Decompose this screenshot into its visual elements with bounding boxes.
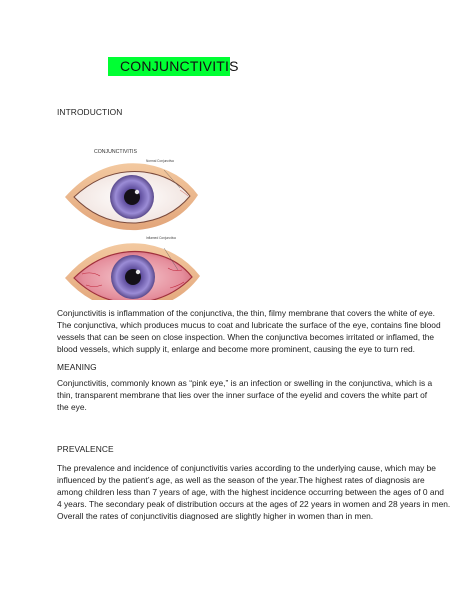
paragraph-line: The conjunctiva, which produces mucus to coat and lubricate the surface of the eye, contains fine blood	[57, 320, 441, 330]
eye-illustration	[60, 140, 220, 300]
heading-meaning: MEANING	[57, 362, 97, 372]
figure-title: CONJUNCTIVITIS	[94, 149, 137, 155]
paragraph-line: blood vessels, which supply it, enlarge and become more prominent, causing the eye to turn red.	[57, 344, 415, 354]
paragraph-line: Conjunctivitis, commonly known as “pink eye,” is an infection or swelling in the conjunctiva, which is a	[57, 378, 433, 388]
label-normal-conjunctiva: Normal Conjunctiva	[146, 159, 174, 163]
paragraph-line: Conjunctivitis is inflammation of the conjunctiva, the thin, filmy membrane that covers the white of eye.	[57, 308, 435, 318]
introduction-paragraph	[57, 307, 441, 355]
document-title: CONJUNCTIVITIS	[120, 58, 239, 74]
paragraph-line: vessels that can be seen on close inspection. When the conjunctiva becomes irritated or inflamed, the	[57, 332, 435, 342]
label-inflamed-conjunctiva: Inflamed Conjunctiva	[146, 236, 176, 240]
paragraph-line: The prevalence and incidence of conjunctivitis varies according to the underlying cause, which may be	[57, 463, 436, 473]
meaning-paragraph	[57, 377, 433, 413]
paragraph-line: thin, transparent membrane that lies over the inner surface of the eyelid and covers the white part of	[57, 390, 428, 400]
normal-eye	[65, 163, 198, 230]
paragraph-line: among children less than 7 years of age, with the highest incidence occurring between the ages of 0 and	[57, 487, 444, 497]
paragraph-line: influenced by the patient’s age, as well as the season of the year.The highest rates of diagnosis are	[57, 475, 425, 485]
heading-prevalence: PREVALENCE	[57, 444, 114, 454]
paragraph-line: 4 years. The secondary peak of distribution occurs at the ages of 22 years in women and 28 years in men.	[57, 499, 451, 509]
heading-introduction: INTRODUCTION	[57, 107, 123, 117]
inflamed-eye	[65, 243, 200, 300]
prevalence-paragraph	[57, 462, 451, 522]
paragraph-line: the eye.	[57, 402, 87, 412]
title-highlight	[108, 57, 239, 76]
paragraph-line: Overall the rates of conjunctivitis diagnosed are slightly higher in women than in men.	[57, 511, 374, 521]
eye-diagram-svg	[60, 140, 220, 300]
